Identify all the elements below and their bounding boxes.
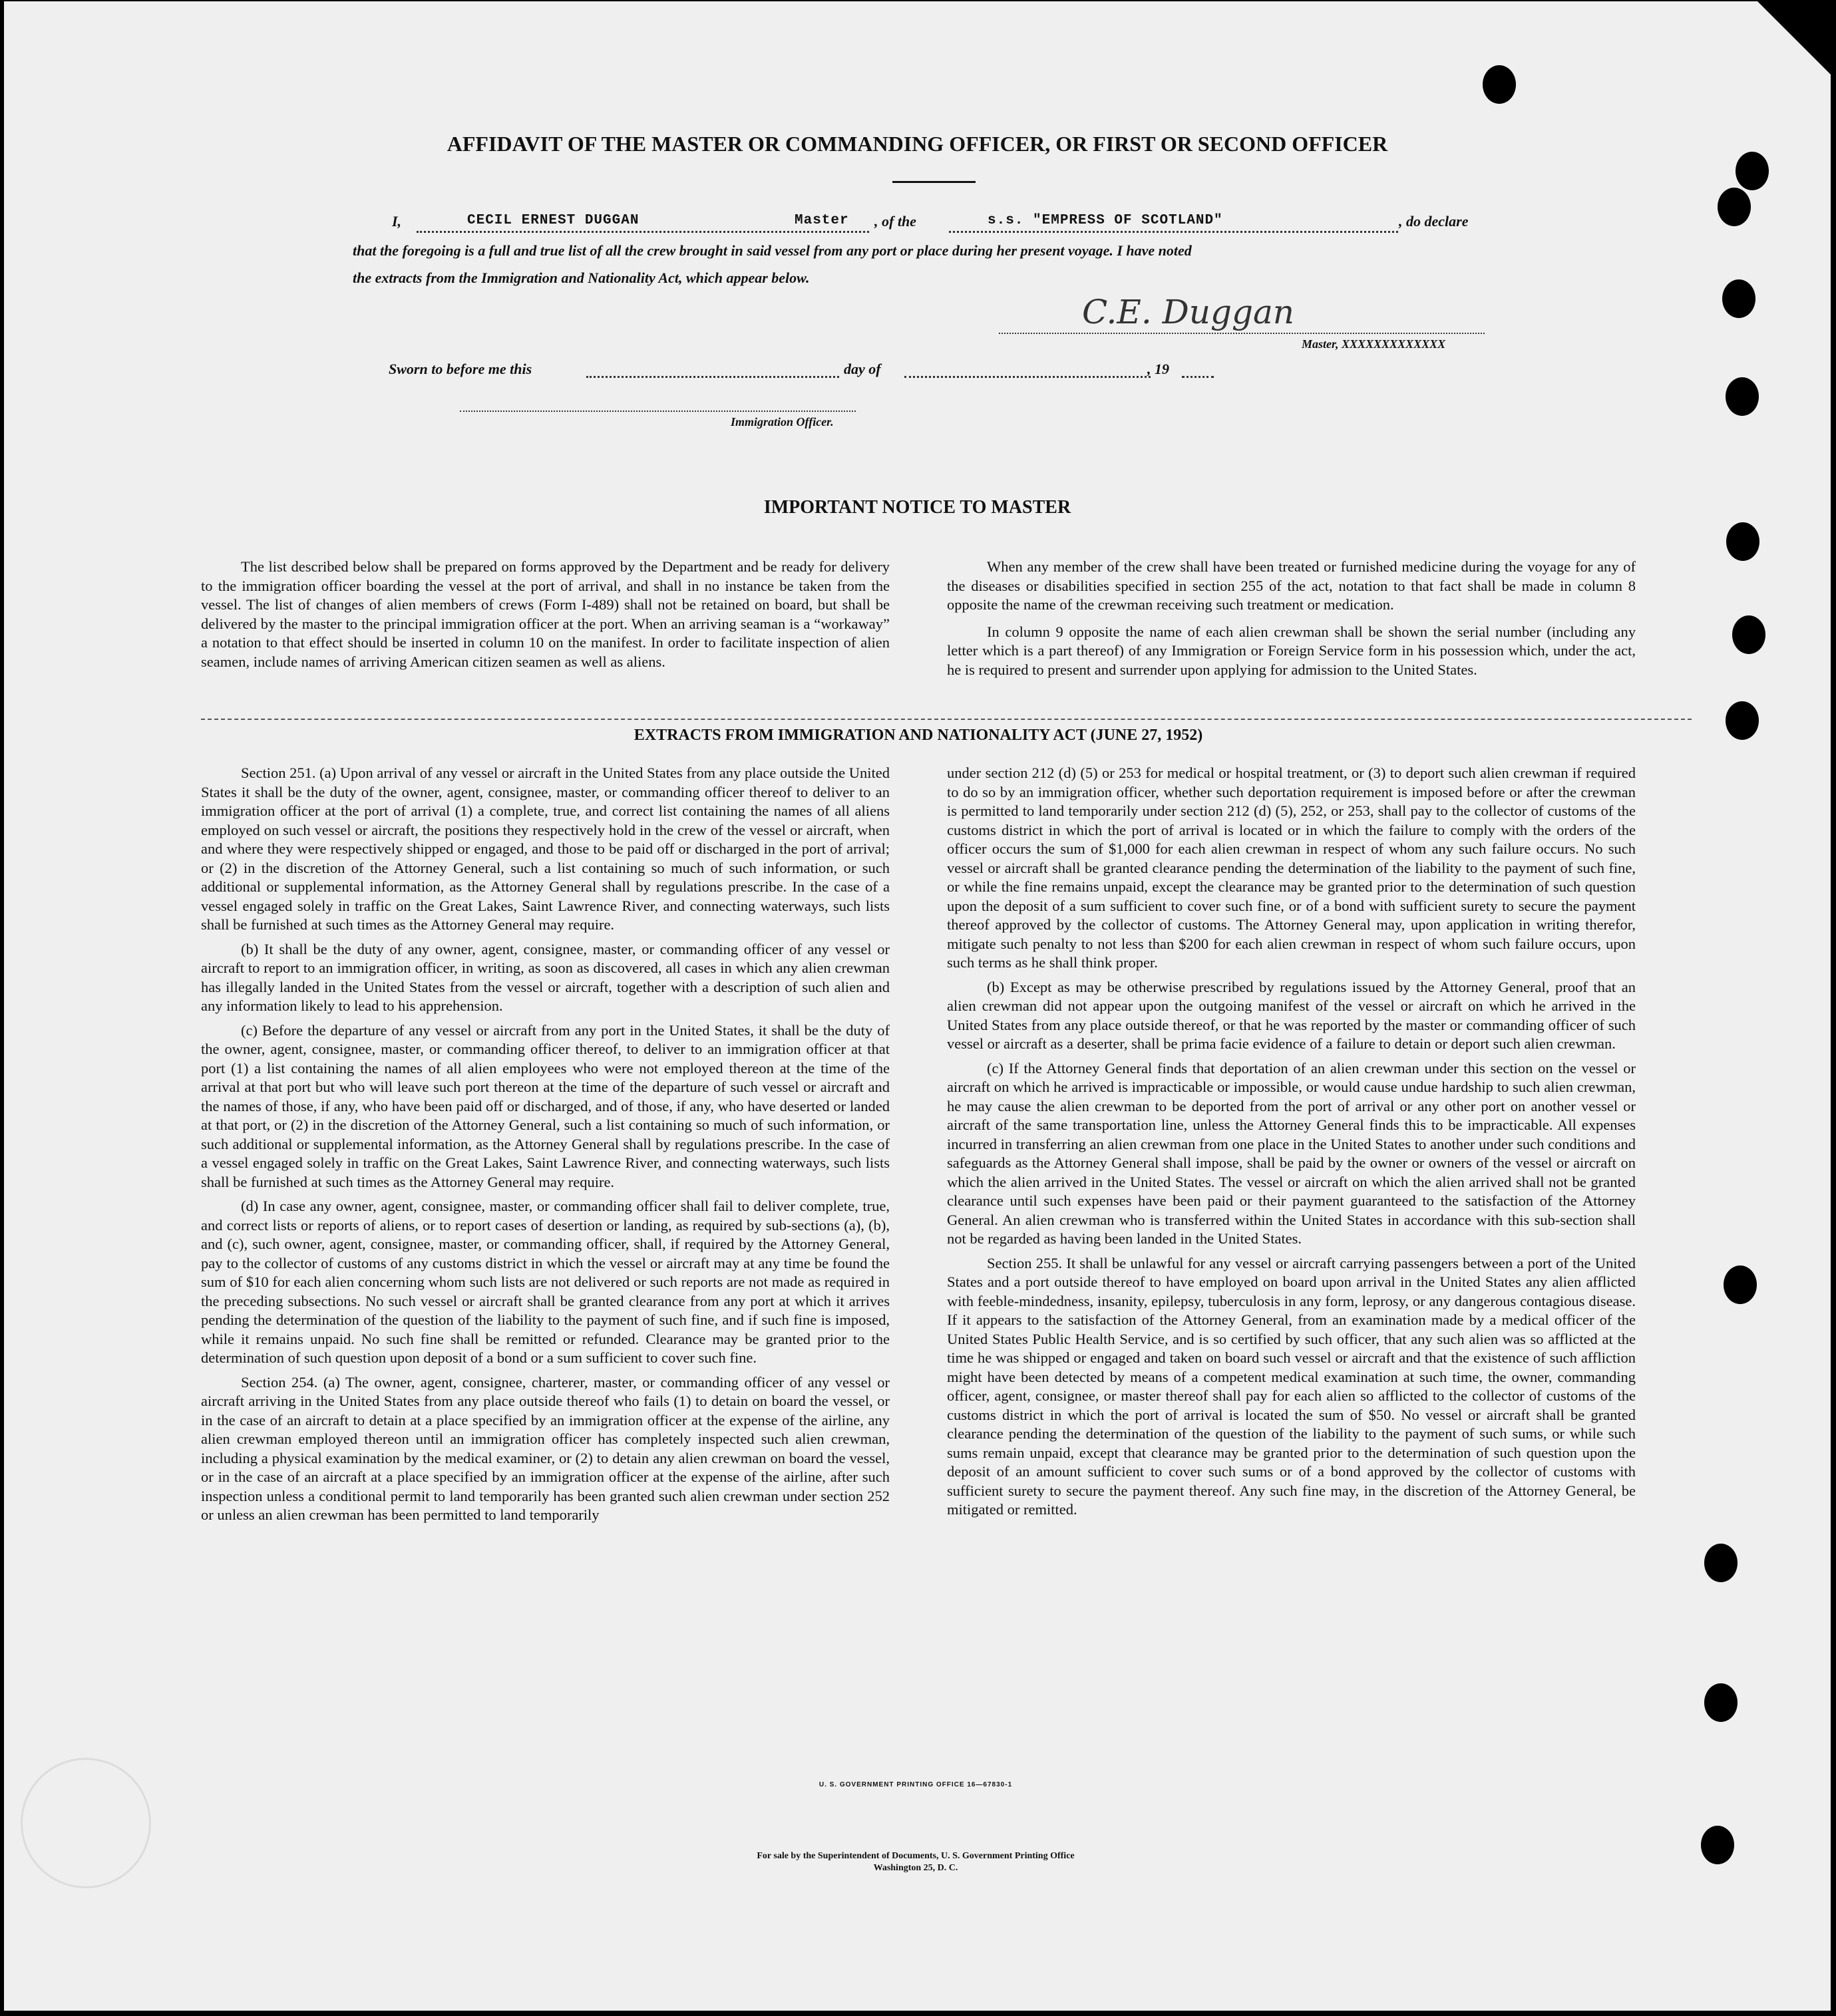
master-signature: C.E. Duggan <box>1082 293 1294 331</box>
extract-paragraph: (c) If the Attorney General finds that deportation of an alien crewman under this section on the vessel or aircraft on which he arrived is impracticable or impossible, or would cause undue hardship to such alien crewman, he may cause the alien crewman to be deported from the port of arrival or any other port on another vessel or aircraft of the same transportation line, unless the Attorney General finds this to be impracticable. All expenses incurred in transferring an alien crewman from one place in the United States to another under such conditions and safeguards as the Attorney General shall impose, shall be paid by the owner or owners of the vessel or aircraft on which the alien arrived in the United States. The vessel or aircraft on which the alien arrived shall not be granted clearance until such expenses have been paid or their payment guaranteed to the satisfaction of the Attorney General. An alien crewman who is transferred within the United States in accordance with this sub-section shall not be regarded as having been landed in the United States. <box>947 1059 1636 1247</box>
punch-hole <box>1732 615 1765 654</box>
do-declare-label: , do declare <box>1399 213 1469 230</box>
punch-hole <box>1718 188 1751 226</box>
title-rule <box>892 181 976 183</box>
master-name-field: CECIL ERNEST DUGGAN <box>467 213 640 228</box>
declaration-line-3: the extracts from the Immigration and Nationality Act, which appear below. <box>353 269 810 286</box>
punch-hole <box>1724 1265 1757 1304</box>
year-label: , 19 <box>1147 361 1169 377</box>
year-line <box>1182 376 1214 378</box>
extracts-left-column <box>201 764 890 1525</box>
punch-hole <box>1704 1544 1738 1582</box>
rank-field: Master <box>795 213 849 228</box>
folded-corner <box>1757 1 1831 75</box>
separator-dashed-line <box>201 719 1692 720</box>
day-of-label: day of <box>844 361 881 377</box>
punch-hole <box>1726 377 1759 416</box>
of-the-label: , of the <box>874 213 916 230</box>
declaration-line-2: that the foregoing is a full and true list of all the crew brought in said vessel from any port or place during her present voyage. I have noted <box>353 242 1192 259</box>
affidavit-title: AFFIDAVIT OF THE MASTER OR COMMANDING OFFICER, OR FIRST OR SECOND OFFICER <box>447 132 1388 156</box>
name-field-line <box>417 231 869 233</box>
punch-hole <box>1701 1826 1734 1864</box>
extract-paragraph: under section 212 (d) (5) or 253 for medical or hospital treatment, or (3) to deport such alien crewman if required to do so by an immigration officer, whether such deportation requirement is imposed before or after the crewman is permitted to land temporarily under section 212 (d) (5), 252, or 253, shall pay to the collector of customs of the customs district in which the port of arrival is located or in which the failure to comply with the orders of the officer occurs the sum of $1,000 for each alien crewman in respect of whom any such failure occurs. No such vessel or aircraft shall be granted clearance pending the determination of the liability to the payment of such fine, or while the fine remains unpaid, except the clearance may be granted prior to the determination of such question upon the deposit of a sum sufficient to cover such fine, or of a bond with sufficient surety to secure the payment thereof approved by the collector of customs. The Attorney General may, upon application in writing therefor, mitigate such penalty to not less than $200 for each alien crewman in respect of whom such failure occurs, upon such terms as he shall think proper. <box>947 764 1636 971</box>
punch-hole <box>1704 1683 1738 1722</box>
extract-paragraph: Section 255. It shall be unlawful for any vessel or aircraft carrying passengers between a port of the United States and a port outside thereof to have employed on board upon arrival in the United States any alien afflicted with feeble-mindedness, insanity, epilepsy, tuberculosis in any form, leprosy, or any dangerous contagious disease. If it appears to the satisfaction of the Attorney General, from an examination made by a medical officer of the United States Public Health Service, and is so certified by such officer, that any such alien was so afflicted at the time he was shipped or engaged and taken on board such vessel or aircraft and that the existence of such affliction might have been detected by means of a competent medical examination at such time, the owner, commanding officer, agent, consignee, or master thereof shall pay for each alien so afflicted to the collector of customs of the customs district in which the port of arrival is located the sum of $50. No vessel or aircraft shall be granted clearance pending the determination of the question of the liability to the payment of such sums, or while such sums remain unpaid, except that clearance may be granted prior to the determination of such question upon the deposit of an amount sufficient to cover such sums or of a bond approved by the collector of customs with sufficient surety to secure the payment thereof. Any such fine may, in the discretion of the Attorney General, be mitigated or remitted. <box>947 1254 1636 1518</box>
extract-paragraph: Section 254. (a) The owner, agent, consignee, charterer, master, or commanding officer of any vessel or aircraft arriving in the United States from any place outside thereof who fails (1) to detain on board the vessel, or in the case of an aircraft to detain at a place specified by an immigration officer at the expense of the airline, any alien crewman employed thereon until an immigration officer has completely inspected such alien crewman, including a physical examination by the medical examiner, or (2) to detain any alien crewman on board the vessel, or in the case of an aircraft at a place specified by an immigration officer at the expense of the airline, after such inspection unless a conditional permit to land temporarily has been granted such alien crewman under section 252 or unless an alien crewman has been permitted to land temporarily <box>201 1373 890 1523</box>
punch-hole <box>1726 701 1759 740</box>
signature-caption: Master, XXXXXXXXXXXXX <box>1302 337 1446 351</box>
notice-left-paragraph: The list described below shall be prepared on forms approved by the Department and be ready for delivery to the immigration officer boarding the vessel at the port of arrival, and shall in no instance be taken from the vessel. The list of changes of alien members of crews (Form I-489) shall not be retained on board, but shall be delivered by the master to the principal immigration officer at the port. When an arriving seaman is a “workaway” a notation to that effect should be inserted in column 10 on the manifest. In order to facilitate inspection of alien seamen, include names of arriving American citizen seamen as well as aliens. <box>201 558 890 670</box>
vessel-name-field: s.s. "EMPRESS OF SCOTLAND" <box>988 213 1223 228</box>
sale-notice-line-2: Washington 25, D. C. <box>873 1863 958 1873</box>
punch-hole <box>1483 65 1516 104</box>
extracts-title: EXTRACTS FROM IMMIGRATION AND NATIONALITY ACT (JUNE 27, 1952) <box>634 727 1203 744</box>
extract-paragraph: (c) Before the departure of any vessel or aircraft from any port in the United States, it shall be the duty of the owner, agent, consignee, master, or commanding officer thereof, to deliver to an immigration officer at that port (1) a list containing the names of all alien employees who were not employed thereon at the time of the arrival at that port but who will leave such port thereon at the time of the departure of such vessel or aircraft and the names of those, if any, who have been paid off or discharged, and of those, if any, who have deserted or landed at that port, or (2) in the discretion of the Attorney General, such a list containing so much of such information, or such additional or supplemental information, as the Attorney General shall by regulations prescribe. In the case of a vessel engaged solely in traffic on the Great Lakes, Saint Lawrence River, and connecting waterways, such lists shall be furnished at such times as the Attorney General may require. <box>201 1021 890 1190</box>
notice-right-paragraph-2: In column 9 opposite the name of each alien crewman shall be shown the serial number (including any letter which is a part thereof) of any Immigration or Foreign Service form in his possession which, under the act, he is required to present and surrender upon applying for admission to the United States. <box>947 623 1636 678</box>
extract-paragraph: (b) It shall be the duty of any owner, agent, consignee, master, or commanding officer of any vessel or aircraft to report to an immigration officer, in writing, as soon as discovered, all cases in which any alien crewman has illegally landed in the United States from the vessel or aircraft, together with a description of such alien and any information likely to lead to his apprehension. <box>201 940 890 1014</box>
extract-paragraph: (d) In case any owner, agent, consignee, master, or commanding officer shall fail to deliver complete, true, and correct lists or reports of aliens, or to report cases of desertion or landing, as required by sub-sections (a), (b), and (c), such owner, agent, consignee, master, or commanding officer, shall, if required by the Attorney General, pay to the collector of customs of any customs district in which the vessel or aircraft may at any time be found the sum of $10 for each alien concerning whom such lists are not delivered or such reports are not made as required in the preceding subsections. No such vessel or aircraft shall be granted clearance from any port at which it arrives pending the determination of the question of the liability to the payment of such fine, and if such fine is imposed, while it remains unpaid. No such fine shall be remitted or refunded. Clearance may be granted prior to the determination of such question upon deposit of a bond or a sum sufficient to cover such fine. <box>201 1198 890 1366</box>
declarant-prefix: I, <box>392 213 402 230</box>
punch-hole <box>1722 279 1755 318</box>
extracts-right-column <box>947 764 1636 1520</box>
document-page <box>4 1 1831 2011</box>
extract-paragraph: Section 251. (a) Upon arrival of any vessel or aircraft in the United States from any place outside the United States it shall be the duty of the owner, agent, consignee, master, or commanding officer thereof to deliver to an immigration officer at the port of arrival (1) a complete, true, and correct list containing the names of all aliens employed on such vessel or aircraft, the positions they respectively hold in the crew of the vessel or aircraft, when and where they were respectively shipped or engaged, and those to be paid off or discharged in the port of arrival; or (2) in the discretion of the Attorney General, such a list containing so much of such information, or such additional or supplemental information, as the Attorney General shall by regulations prescribe. In the case of a vessel engaged solely in traffic on the Great Lakes, Saint Lawrence River, and connecting waterways, such lists shall be furnished at such times as the Attorney General may require. <box>201 764 890 933</box>
punch-hole <box>1726 522 1759 561</box>
vessel-field-line <box>949 231 1398 233</box>
embossed-seal <box>21 1758 151 1888</box>
sworn-day-line <box>586 376 839 378</box>
notice-left-text <box>201 558 890 671</box>
punch-hole <box>1736 152 1769 190</box>
notice-title: IMPORTANT NOTICE TO MASTER <box>763 497 1071 518</box>
signature-line <box>999 333 1485 334</box>
extract-paragraph: (b) Except as may be otherwise prescribed by regulations issued by the Attorney General, proof that an alien crewman did not appear upon the outgoing manifest of the vessel or aircraft on which he arrived in the United States from any place outside thereof, or that he was reported by the master or commanding officer of such vessel or aircraft as a deserter, shall be prima facie evidence of a failure to detain or deport such alien crewman. <box>947 978 1636 1052</box>
gpo-imprint: U. S. GOVERNMENT PRINTING OFFICE 16—67830-1 <box>819 1781 1013 1788</box>
notice-right-text <box>947 558 1636 679</box>
sworn-month-line <box>904 376 1151 378</box>
officer-caption: Immigration Officer. <box>731 415 834 428</box>
officer-signature-line <box>460 411 856 412</box>
sworn-label: Sworn to before me this <box>389 361 532 377</box>
notice-right-paragraph-1: When any member of the crew shall have been treated or furnished medicine during the voyage for any of the diseases or disabilities specified in section 255 of the act, notation to that fact shall be made in column 8 opposite the name of the crewman receiving such treatment or medication. <box>947 558 1636 613</box>
sale-notice-line-1: For sale by the Superintendent of Documents, U. S. Government Printing Office <box>757 1851 1075 1861</box>
